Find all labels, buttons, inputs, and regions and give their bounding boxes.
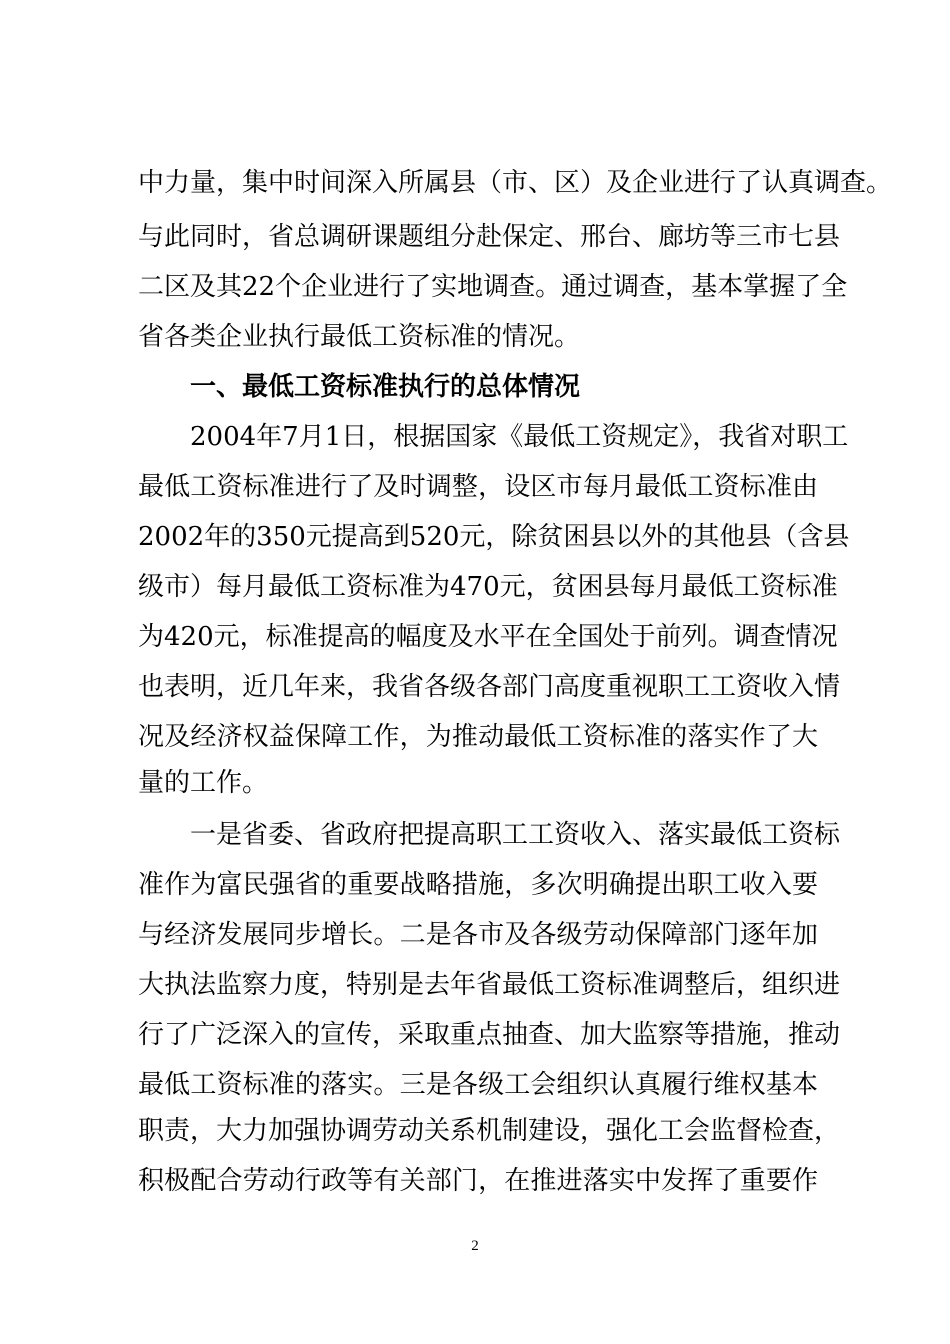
paragraph-3-line-2: 准作为富民强省的重要战略措施，多次明确提出职工收入要 — [138, 870, 818, 900]
paragraph-1-line-4: 省各类企业执行最低工资标准的情况。 — [138, 322, 581, 352]
paragraph-3-line-5: 行了广泛深入的宣传，采取重点抽查、加大监察等措施，推动 — [138, 1020, 841, 1050]
paragraph-2-line-3: 2002年的350元提高到520元，除贫困县以外的其他县（含县 — [138, 522, 850, 552]
paragraph-3-line-6: 最低工资标准的落实。三是各级工会组织认真履行维权基本 — [138, 1070, 818, 1100]
paragraph-3-line-7: 职责，大力加强协调劳动关系机制建设，强化工会监督检查， — [138, 1116, 841, 1146]
paragraph-1-line-3: 二区及其22个企业进行了实地调查。通过调查，基本掌握了全 — [138, 272, 848, 302]
paragraph-2-line-1: 2004年7月1日，根据国家《最低工资规定》，我省对职工 — [190, 422, 849, 452]
page-number: 2 — [471, 1238, 479, 1254]
paragraph-2-line-6: 也表明，近几年来，我省各级各部门高度重视职工工资收入情 — [138, 672, 841, 702]
paragraph-1-line-1: 中力量，集中时间深入所属县（市、区）及企业进行了认真调查。 — [138, 168, 893, 198]
paragraph-2-line-7: 况及经济权益保障工作，为推动最低工资标准的落实作了大 — [138, 722, 818, 752]
paragraph-2-line-8: 量的工作。 — [138, 768, 269, 798]
paragraph-1-line-2: 与此同时，省总调研课题组分赴保定、邢台、廊坊等三市七县 — [138, 222, 841, 252]
paragraph-3-line-3: 与经济发展同步增长。二是各市及各级劳动保障部门逐年加 — [138, 920, 818, 950]
paragraph-2-line-2: 最低工资标准进行了及时调整，设区市每月最低工资标准由 — [138, 472, 818, 502]
section-heading: 一、最低工资标准执行的总体情况 — [190, 372, 581, 402]
paragraph-3-line-8: 积极配合劳动行政等有关部门，在推进落实中发挥了重要作 — [138, 1166, 818, 1196]
paragraph-3-line-1: 一是省委、省政府把提高职工工资收入、落实最低工资标 — [190, 820, 841, 850]
paragraph-2-line-5: 为420元，标准提高的幅度及水平在全国处于前列。调查情况 — [138, 622, 838, 652]
paragraph-2-line-4: 级市）每月最低工资标准为470元，贫困县每月最低工资标准 — [138, 572, 838, 602]
paragraph-3-line-4: 大执法监察力度，特别是去年省最低工资标准调整后，组织进 — [138, 970, 841, 1000]
